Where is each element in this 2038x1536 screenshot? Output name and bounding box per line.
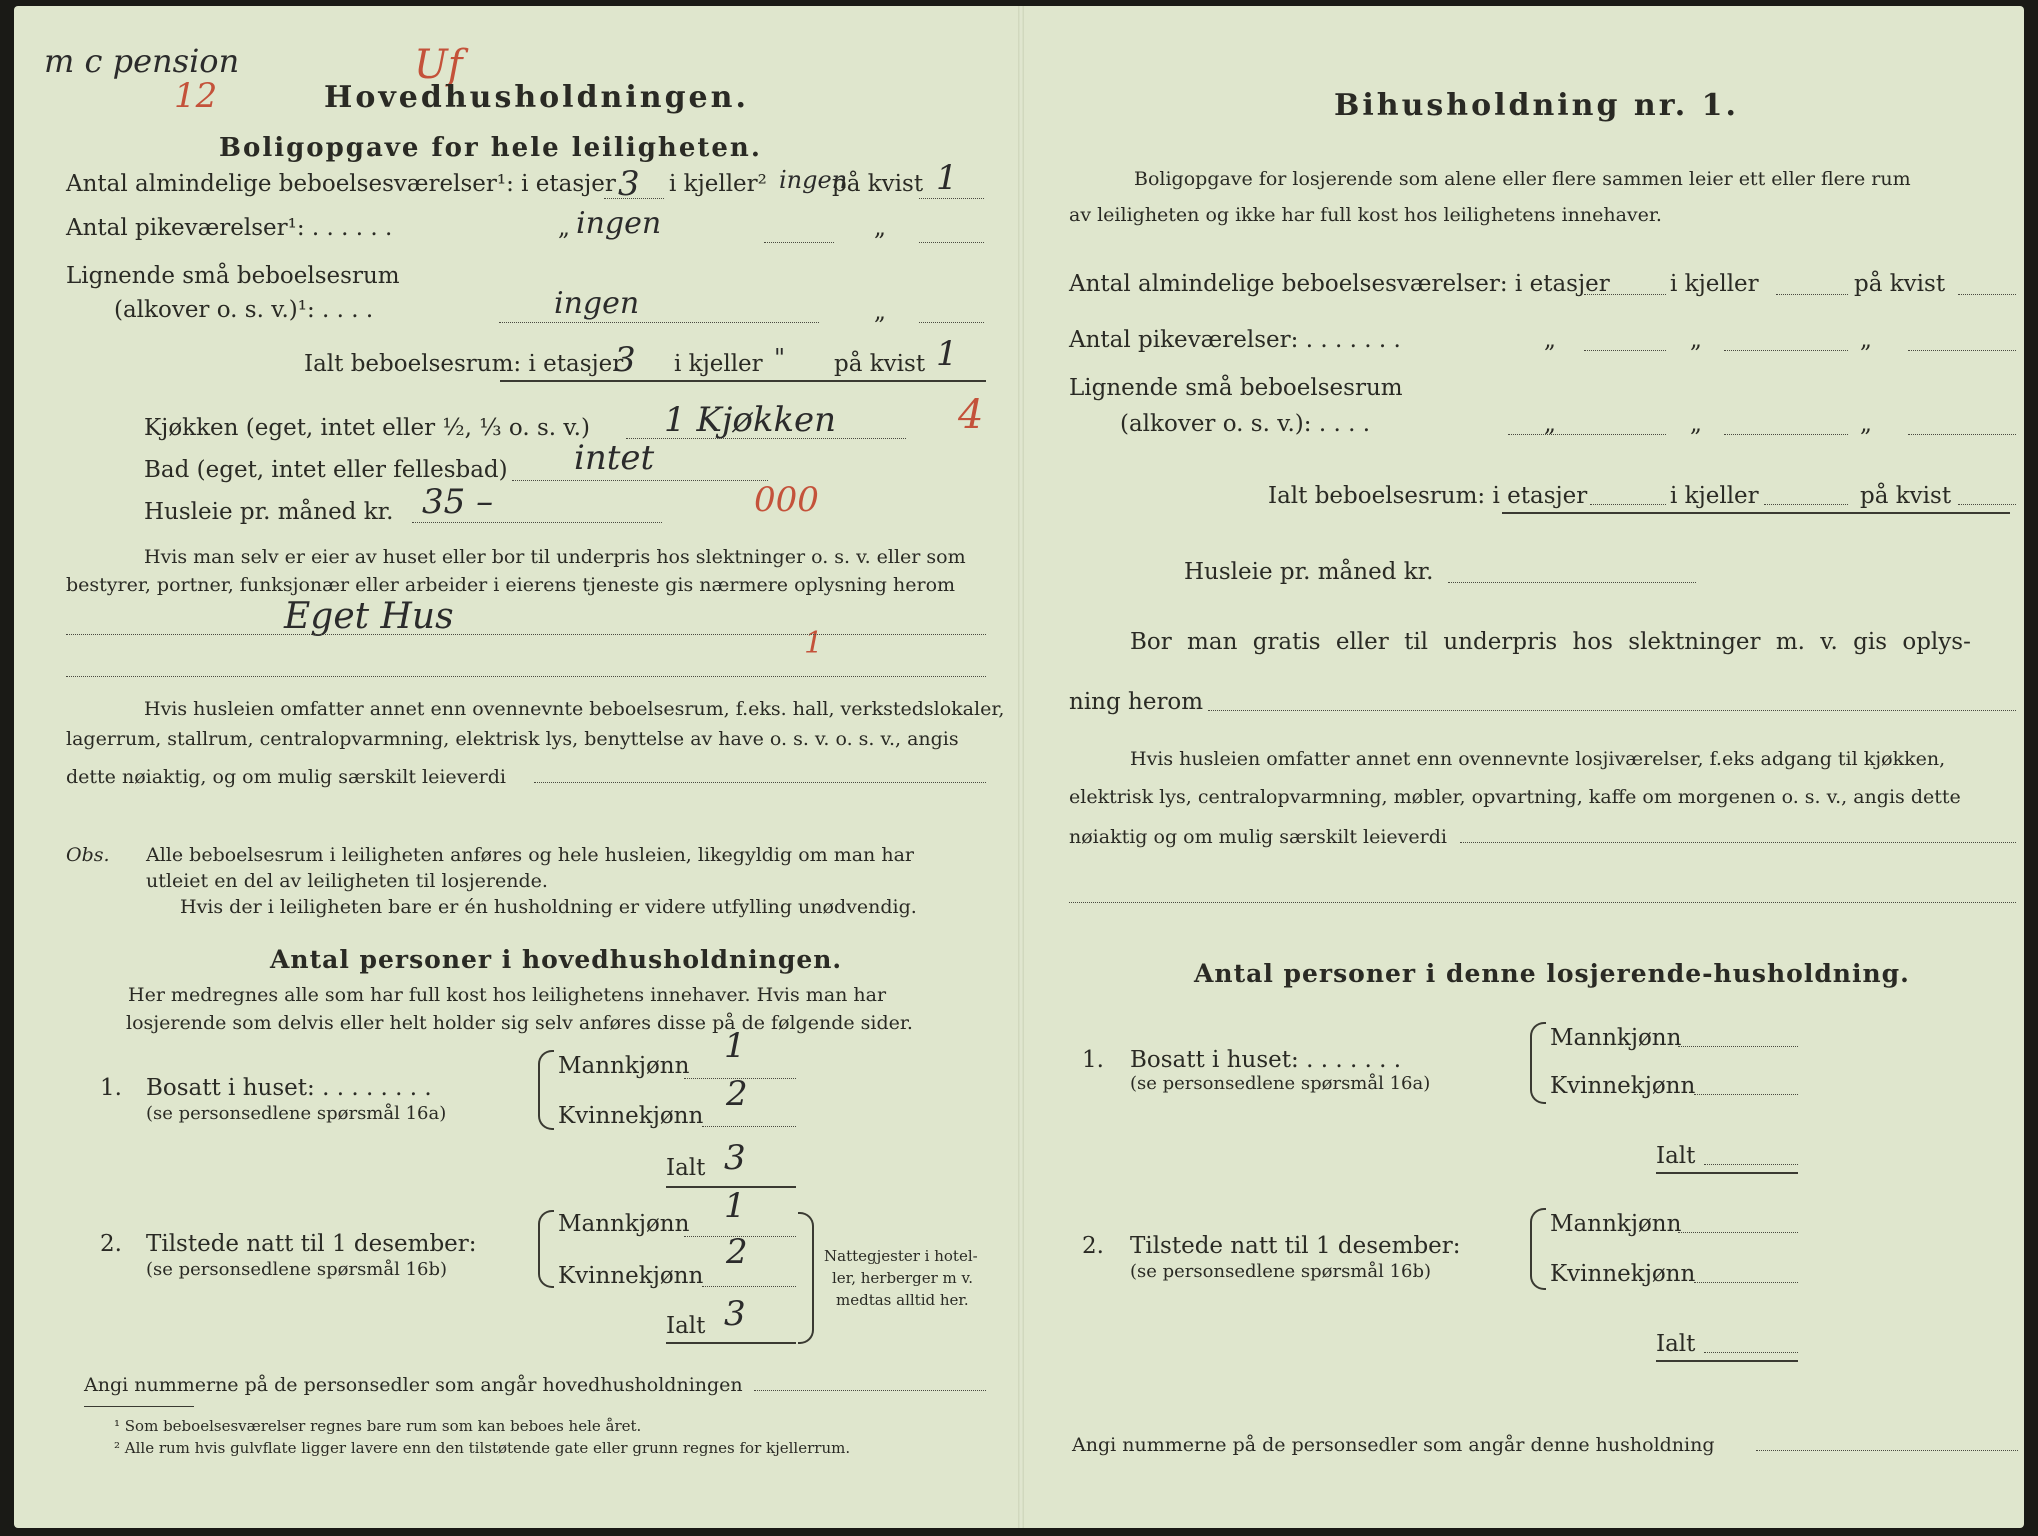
margin-note: m c pension	[44, 42, 240, 80]
right-row1-label: Antal almindelige beboelsesværelser: i etasjer	[1069, 271, 1610, 297]
row1-kvist-value: 1	[936, 158, 958, 198]
ialt-kvist-label: på kvist	[834, 351, 926, 377]
ialt-value: 3	[614, 340, 636, 380]
q2-label: Tilstede natt til 1 desember:	[146, 1231, 477, 1257]
q2-mann-value: 1	[724, 1186, 746, 1226]
right-husleie-label: Husleie pr. måned kr.	[1184, 559, 1434, 585]
bad-label: Bad (eget, intet eller fellesbad)	[144, 457, 508, 483]
footnote-2: ² Alle rum hvis gulvflate ligger lavere enn den tilstøtende gate eller grunn regnes for kjellerrum.	[114, 1439, 851, 1457]
right-q2-kvinne-label: Kvinnekjønn	[1550, 1261, 1696, 1287]
right-q2-mann-label: Mannkjønn	[1550, 1211, 1682, 1237]
right-page-bihusholdning	[1024, 6, 2024, 1528]
right-angi-text: Angi nummerne på de personsedler som angår denne husholdning	[1072, 1434, 1715, 1456]
right-omfatter-text-1: Hvis husleien omfatter annet enn ovennevnte losjiværelser, f.eks adgang til kjøkken,	[1130, 748, 1946, 770]
right-ialt-kvist: på kvist	[1860, 483, 1952, 509]
right-row1-kjeller: i kjeller	[1670, 271, 1759, 297]
obs-text-3: Hvis der i leiligheten bare er én husholdning er videre utfylling unødvendig.	[180, 896, 917, 918]
right-row3-label-2: (alkover o. s. v.): . . . .	[1120, 411, 1371, 437]
nattegjester-note-3: medtas alltid her.	[836, 1291, 969, 1309]
right-row2-quote-3: „	[1860, 327, 1872, 353]
right-row3-quote-1: „	[1544, 411, 1556, 437]
q1-sub: (se personsedlene spørsmål 16a)	[146, 1103, 447, 1124]
right-row2-quote-1: „	[1544, 327, 1556, 353]
row1-kjeller-value: ingen	[779, 166, 848, 194]
kjokken-value: 1 Kjøkken	[664, 400, 837, 440]
right-q1-label: Bosatt i huset: . . . . . . .	[1130, 1047, 1402, 1073]
ialt-label: Ialt beboelsesrum: i etasjer	[304, 351, 624, 377]
row1-kjeller-label: i kjeller²	[669, 171, 767, 197]
right-q2-label: Tilstede natt til 1 desember:	[1130, 1233, 1461, 1259]
right-personer-title: Antal personer i denne losjerende-husholdning.	[1194, 959, 1910, 988]
q1-label: Bosatt i huset: . . . . . . . .	[146, 1075, 432, 1101]
right-omfatter-text-2: elektrisk lys, centralopvarmning, møbler, opvartning, kaffe om morgenen o. s. v., angis dette	[1069, 786, 1961, 808]
row3-label1: Lignende små beboelsesrum	[66, 263, 400, 289]
margin-number: 12	[174, 76, 218, 116]
row3-label2: (alkover o. s. v.)¹: . . . .	[114, 297, 374, 323]
omfatter-text-1: Hvis husleien omfatter annet enn ovennevnte beboelsesrum, f.eks. hall, verkstedslokaler,	[144, 698, 1005, 720]
q2-kvinne-label: Kvinnekjønn	[558, 1263, 704, 1289]
q1-ialt-value: 3	[724, 1138, 746, 1178]
page-title: Hovedhusholdningen.	[324, 80, 749, 115]
obs-text-1: Alle beboelsesrum i leiligheten anføres og hele husleien, likegyldig om man har	[146, 844, 914, 866]
right-gratis-text-1: Bor man gratis eller til underpris hos slektninger m. v. gis oplys-	[1130, 629, 1971, 655]
husleie-red-mark: 000	[754, 480, 819, 520]
kjokken-label: Kjøkken (eget, intet eller ½, ⅓ o. s. v.)	[144, 415, 590, 441]
omfatter-text-3: dette nøiaktig, og om mulig særskilt leieverdi	[66, 766, 506, 788]
q1-mann-label: Mannkjønn	[558, 1053, 690, 1079]
right-page-title: Bihusholdning nr. 1.	[1334, 88, 1739, 123]
q2-ialt-label: Ialt	[666, 1313, 706, 1339]
row1-label: Antal almindelige beboelsesværelser¹: i etasjer	[66, 171, 616, 197]
q1-mann-value: 1	[724, 1026, 746, 1066]
nattegjester-note-1: Nattegjester i hotel-	[824, 1247, 978, 1265]
page-subtitle: Boligopgave for hele leiligheten.	[219, 133, 762, 163]
eier-text-1: Hvis man selv er eier av huset eller bor til underpris hos slektninger o. s. v. eller som	[144, 546, 966, 568]
q2-mann-label: Mannkjønn	[558, 1211, 690, 1237]
margin-mark: Uf	[414, 42, 463, 88]
right-q1-number: 1.	[1082, 1047, 1104, 1073]
q1-ialt-label: Ialt	[666, 1155, 706, 1181]
q2-ialt-value: 3	[724, 1294, 746, 1334]
right-omfatter-text-3: nøiaktig og om mulig særskilt leieverdi	[1069, 826, 1447, 848]
eier-value: Eget Hus	[284, 596, 454, 637]
row3-quote: „	[874, 299, 886, 325]
eier-text-2: bestyrer, portner, funksjonær eller arbeider i eierens tjeneste gis nærmere oplysning herom	[66, 574, 956, 596]
right-q2-sub: (se personsedlene spørsmål 16b)	[1130, 1261, 1432, 1282]
right-q1-kvinne-label: Kvinnekjønn	[1550, 1073, 1696, 1099]
right-q2-ialt-label: Ialt	[1656, 1331, 1696, 1357]
kjokken-red-mark: 4	[958, 392, 984, 438]
right-row1-kvist: på kvist	[1854, 271, 1946, 297]
angi-text: Angi nummerne på de personsedler som angår hovedhusholdningen	[84, 1374, 743, 1396]
personer-title: Antal personer i hovedhusholdningen.	[270, 945, 843, 974]
ialt-kjeller-label: i kjeller	[674, 351, 763, 377]
right-q1-ialt-label: Ialt	[1656, 1143, 1696, 1169]
obs-label: Obs.	[66, 844, 110, 866]
ialt-kjeller-value: "	[774, 344, 786, 372]
footnote-1: ¹ Som beboelsesværelser regnes bare rum som kan beboes hele året.	[114, 1417, 642, 1435]
q1-number: 1.	[100, 1075, 122, 1101]
right-ialt-kjeller: i kjeller	[1670, 483, 1759, 509]
census-form-sheet	[14, 6, 2024, 1528]
right-gratis-text-2: ning herom	[1069, 689, 1204, 715]
row1-kvist-label: på kvist	[832, 171, 924, 197]
left-page-hovedhusholdning	[14, 6, 1018, 1528]
row2-quote2: „	[874, 215, 886, 241]
nattegjester-note-2: ler, herberger m v.	[832, 1269, 973, 1287]
personer-text-2: losjerende som delvis eller helt holder sig selv anføres disse på de følgende sider.	[126, 1012, 913, 1034]
row2-label: Antal pikeværelser¹: . . . . . .	[66, 215, 393, 241]
right-intro-1: Boligopgave for losjerende som alene eller flere sammen leier ett eller flere rum	[1134, 168, 1911, 190]
right-row2-label: Antal pikeværelser: . . . . . . .	[1069, 327, 1401, 353]
row2-value: ingen	[576, 206, 662, 241]
ialt-kvist-value: 1	[936, 334, 958, 374]
right-q1-sub: (se personsedlene spørsmål 16a)	[1130, 1073, 1431, 1094]
husleie-value: 35 –	[422, 482, 494, 522]
omfatter-text-2: lagerrum, stallrum, centralopvarmning, elektrisk lys, benyttelse av have o. s. v. o. s. v., angis	[66, 728, 959, 750]
right-row3-quote-3: „	[1860, 411, 1872, 437]
right-ialt-label: Ialt beboelsesrum: i etasjer	[1268, 483, 1588, 509]
right-row2-quote-2: „	[1690, 327, 1702, 353]
row1-value: 3	[618, 164, 640, 204]
eier-red-mark: 1	[804, 626, 824, 661]
q2-sub: (se personsedlene spørsmål 16b)	[146, 1259, 448, 1280]
right-intro-2: av leiligheten og ikke har full kost hos leilighetens innehaver.	[1069, 204, 1662, 226]
bad-value: intet	[574, 438, 655, 478]
husleie-label: Husleie pr. måned kr.	[144, 499, 394, 525]
row3-value: ingen	[554, 286, 640, 321]
right-q1-mann-label: Mannkjønn	[1550, 1025, 1682, 1051]
q1-kvinne-value: 2	[726, 1074, 748, 1114]
row2-quote: „	[558, 215, 570, 241]
q1-kvinne-label: Kvinnekjønn	[558, 1103, 704, 1129]
obs-text-2: utleiet en del av leiligheten til losjerende.	[146, 870, 548, 892]
personer-text-1: Her medregnes alle som har full kost hos leilighetens innehaver. Hvis man har	[128, 984, 887, 1006]
right-row3-label-1: Lignende små beboelsesrum	[1069, 375, 1403, 401]
right-row3-quote-2: „	[1690, 411, 1702, 437]
q2-kvinne-value: 2	[726, 1232, 748, 1272]
right-q2-number: 2.	[1082, 1233, 1104, 1259]
q2-number: 2.	[100, 1231, 122, 1257]
